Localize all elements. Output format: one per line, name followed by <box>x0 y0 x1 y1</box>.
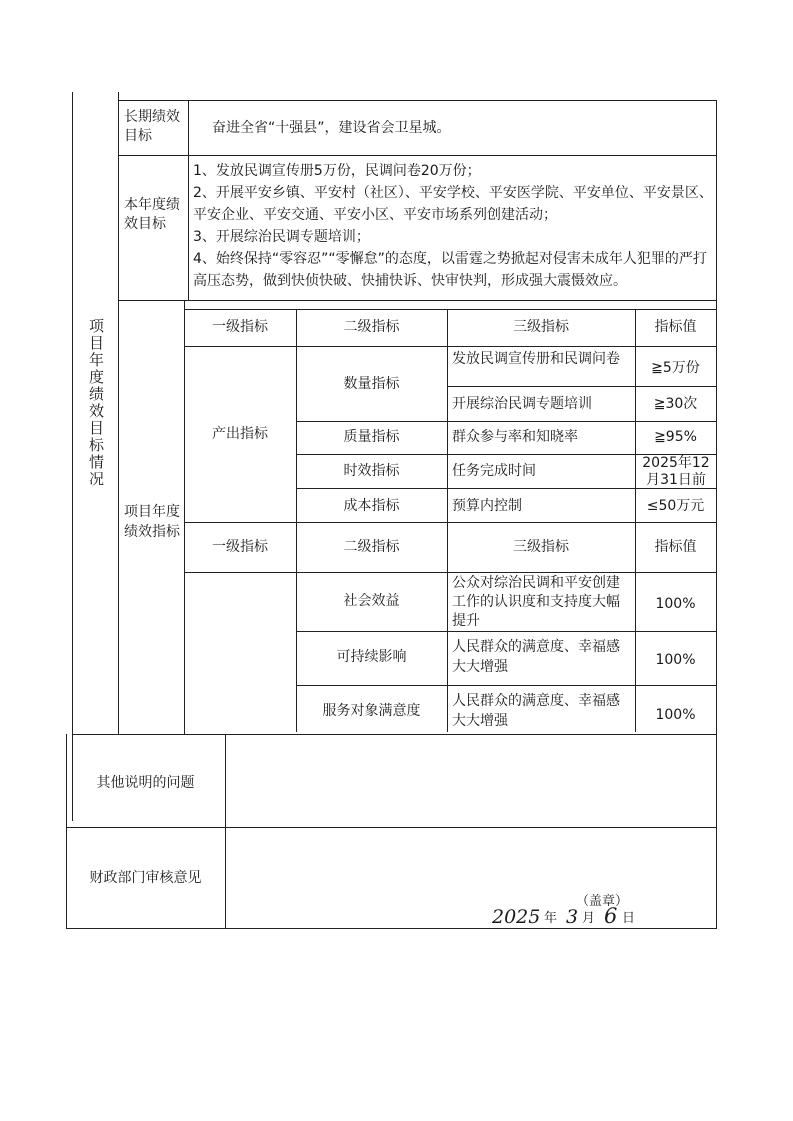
header-level1: 一级指标 <box>212 539 268 555</box>
long-term-label: 长期绩效目标 <box>124 109 180 144</box>
date-month-unit: 月 <box>582 911 596 926</box>
handwritten-year: 2025 <box>492 906 541 928</box>
handwritten-day: 6 <box>604 904 618 928</box>
output-level3: 发放民调宣传册和民调问卷 <box>452 351 620 367</box>
output-level2: 成本指标 <box>343 498 400 514</box>
output-value: ≧95% <box>654 429 697 445</box>
header-level1: 一级指标 <box>212 319 268 335</box>
long-term-content: 奋进全省“十强县”，建设省会卫星城。 <box>212 120 451 136</box>
handwritten-month: 3 <box>566 906 579 928</box>
header-level3: 三级指标 <box>513 319 569 335</box>
benefit-value: 100% <box>655 652 696 668</box>
output-level1: 产出指标 <box>212 426 268 442</box>
output-level3: 群众参与率和知晓率 <box>452 429 578 445</box>
annual-item: 3、开展综治民调专题培训； <box>193 229 370 245</box>
benefit-level2: 社会效益 <box>343 593 400 609</box>
output-level3: 开展综治民调专题培训 <box>452 396 592 412</box>
output-value: ≧5万份 <box>651 360 700 376</box>
other-notes-label: 其他说明的问题 <box>96 775 195 791</box>
output-level2: 数量指标 <box>343 376 400 392</box>
benefit-level3: 公众对综治民调和平安创建工作的认识度和支持度大幅提升 <box>452 575 620 629</box>
date-year-unit: 年 <box>544 911 558 926</box>
output-level2: 时效指标 <box>343 463 400 479</box>
annual-items <box>193 160 713 292</box>
output-level3: 预算内控制 <box>452 498 522 514</box>
benefit-level3: 人民群众的满意度、幸福感大大增强 <box>452 693 620 729</box>
annual-item: 2、开展平安乡镇、平安村（社区）、平安学校、平安医学院、平安单位、平安景区、平安企业、平安交通、平安小区、平安市场系列创建活动； <box>193 185 713 223</box>
output-value: 2025年12月31日前 <box>642 455 710 488</box>
indicators-label: 项目年度绩效指标 <box>124 504 180 540</box>
benefit-level2: 可持续影响 <box>336 649 407 665</box>
benefit-level2: 服务对象满意度 <box>322 703 421 719</box>
output-value: ≤50万元 <box>646 498 705 514</box>
output-value: ≧30次 <box>653 396 698 412</box>
section-label: 项目年度绩效目标情况 <box>87 318 105 488</box>
header-level2: 二级指标 <box>343 539 400 555</box>
finance-review-label: 财政部门审核意见 <box>89 870 202 886</box>
annual-label: 本年度绩效目标 <box>124 197 180 232</box>
output-level2: 质量指标 <box>343 429 400 445</box>
annual-item: 1、发放民调宣传册5万份，民调问卷20万份； <box>193 163 481 179</box>
benefit-value: 100% <box>655 707 696 723</box>
output-level3: 任务完成时间 <box>452 463 536 479</box>
header-level3: 三级指标 <box>513 539 569 555</box>
date-day-unit: 日 <box>622 911 636 926</box>
annual-item: 4、始终保持“零容忍”“零懈怠”的态度，以雷霆之势掀起对侵害未成年人犯罪的严打高压态势，做到快侦快破、快捕快诉、快审快判，形成强大震慑效应。 <box>193 251 707 289</box>
header-value: 指标值 <box>654 539 697 555</box>
header-value: 指标值 <box>654 319 697 335</box>
seal-label: （盖章） <box>576 894 629 909</box>
benefit-value: 100% <box>655 596 696 612</box>
benefit-level3: 人民群众的满意度、幸福感大大增强 <box>452 639 620 675</box>
header-level2: 二级指标 <box>343 319 400 335</box>
